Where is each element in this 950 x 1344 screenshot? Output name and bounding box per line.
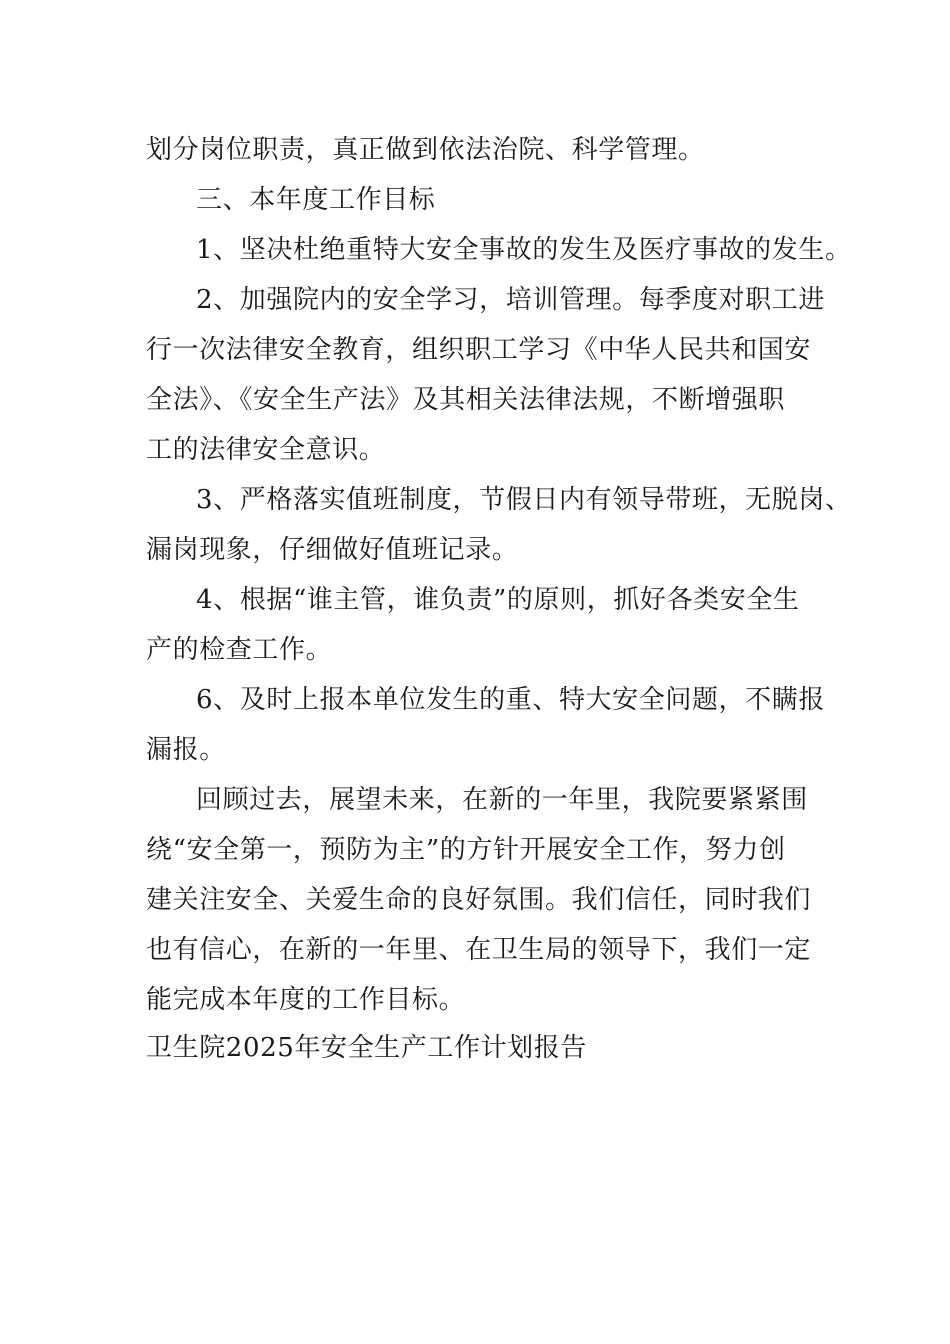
paragraph-line: 绕“安全第一，预防为主”的方针开展安全工作，努力创: [146, 835, 786, 865]
paragraph-line: 6、及时上报本单位发生的重、特大安全问题，不瞒报: [196, 685, 825, 715]
paragraph-line: 建关注安全、关爱生命的良好氛围。我们信任，同时我们: [146, 885, 812, 915]
paragraph-line: 产的检查工作。: [146, 635, 333, 665]
paragraph-line: 行一次法律安全教育，组织职工学习《中华人民共和国安: [146, 335, 812, 365]
section-heading: 三、本年度工作目标: [196, 185, 436, 215]
paragraph-line: 回顾过去，展望未来，在新的一年里，我院要紧紧围: [196, 785, 808, 815]
paragraph-line: 工的法律安全意识。: [146, 435, 386, 465]
paragraph-line: 漏岗现象，仔细做好值班记录。: [146, 535, 519, 565]
paragraph-line: 划分岗位职责，真正做到依法治院、科学管理。: [146, 135, 705, 165]
paragraph-line: 全法》、《安全生产法》及其相关法律法规，不断增强职: [146, 385, 786, 415]
document-title: 卫生院2025年安全生产工作计划报告: [146, 1033, 587, 1063]
paragraph-line: 2、加强院内的安全学习，培训管理。每季度对职工进: [196, 285, 825, 315]
paragraph-line: 1、坚决杜绝重特大安全事故的发生及医疗事故的发生。: [196, 235, 852, 265]
paragraph-line: 能完成本年度的工作目标。: [146, 985, 466, 1015]
paragraph-line: 3、严格落实值班制度，节假日内有领导带班，无脱岗、: [196, 485, 852, 515]
paragraph-line: 4、根据“谁主管，谁负责”的原则，抓好各类安全生: [196, 585, 800, 615]
paragraph-line: 也有信心，在新的一年里、在卫生局的领导下，我们一定: [146, 935, 812, 965]
paragraph-line: 漏报。: [146, 735, 226, 765]
